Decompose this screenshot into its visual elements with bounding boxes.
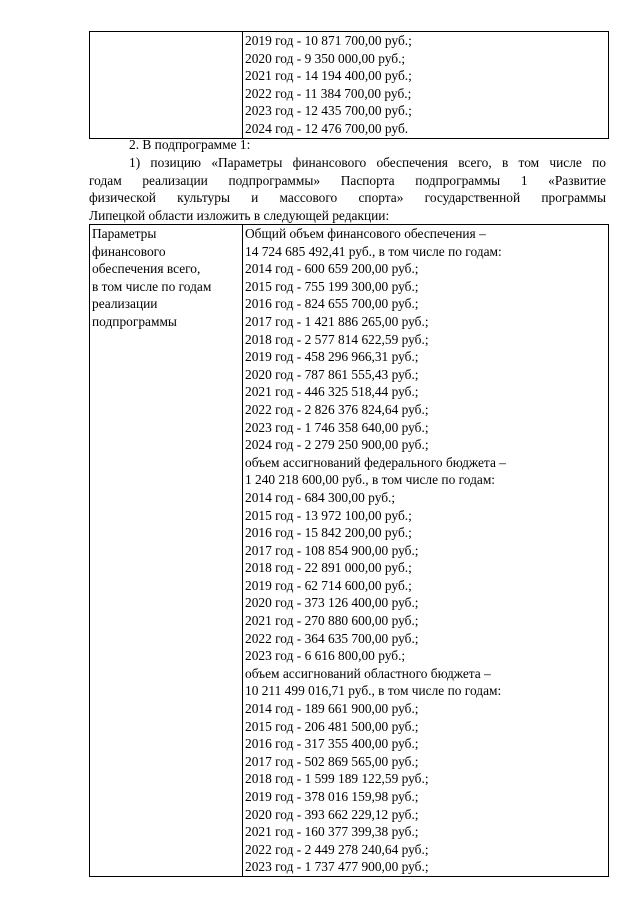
financing-line: 2015 год - 206 481 500,00 руб.;	[245, 718, 419, 734]
financing-line: 2018 год - 2 577 814 622,59 руб.;	[245, 331, 429, 347]
financing-line: 2022 год - 364 635 700,00 руб.;	[245, 630, 419, 646]
financing-line: 10 211 499 016,71 руб., в том числе по годам:	[245, 683, 502, 699]
financing-line: Общий объем финансового обеспечения –	[245, 226, 486, 241]
paragraph-line: годам реализации подпрограммы» Паспорта подпрограммы 1 «Развитие	[89, 172, 606, 188]
year-amount-line: 2021 год - 14 194 400,00 руб.;	[245, 68, 412, 84]
year-amount-line: 2022 год - 11 384 700,00 руб.;	[245, 85, 412, 101]
parameter-name-line: финансового	[92, 243, 166, 259]
financing-line: 2014 год - 189 661 900,00 руб.;	[245, 701, 419, 717]
previous-table-right-cell	[243, 32, 609, 139]
financing-line: объем ассигнований федерального бюджета –	[245, 454, 506, 470]
financing-line: 2017 год - 108 854 900,00 руб.;	[245, 542, 419, 558]
financing-line: 2021 год - 160 377 399,38 руб.;	[245, 824, 419, 840]
financing-line: 14 724 685 492,41 руб., в том числе по годам:	[245, 243, 502, 259]
year-amount-line: 2023 год - 12 435 700,00 руб.;	[245, 103, 412, 119]
subprogram-heading: 2. В подпрограмме 1:	[129, 137, 251, 152]
parameter-name-line: Параметры	[92, 226, 157, 241]
parameter-value-cell	[243, 225, 609, 877]
financing-line: 2023 год - 1 746 358 640,00 руб.;	[245, 419, 429, 435]
financing-line: 2020 год - 393 662 229,12 руб.;	[245, 806, 419, 822]
financing-line: 2016 год - 317 355 400,00 руб.;	[245, 736, 419, 752]
financing-line: 2020 год - 373 126 400,00 руб.;	[245, 595, 419, 611]
financing-line: объем ассигнований областного бюджета –	[245, 665, 491, 681]
paragraph-line: Липецкой области изложить в следующей редакции:	[89, 207, 390, 223]
financing-line: 2023 год - 6 616 800,00 руб.;	[245, 648, 406, 664]
financing-line: 2015 год - 13 972 100,00 руб.;	[245, 507, 412, 523]
previous-table-left-cell	[90, 32, 243, 139]
financing-line: 2019 год - 458 296 966,31 руб.;	[245, 349, 419, 365]
financing-line: 2023 год - 1 737 477 900,00 руб.;	[245, 859, 429, 875]
previous-table-fragment	[89, 31, 609, 139]
financing-line: 2024 год - 2 279 250 900,00 руб.;	[245, 437, 429, 453]
financing-line: 2016 год - 15 842 200,00 руб.;	[245, 525, 412, 541]
financing-line: 2017 год - 502 869 565,00 руб.;	[245, 753, 419, 769]
financing-line: 2014 год - 600 659 200,00 руб.;	[245, 261, 419, 277]
year-amount-line: 2024 год - 12 476 700,00 руб.	[245, 120, 409, 136]
parameter-name-cell	[90, 225, 243, 877]
financing-line: 2017 год - 1 421 886 265,00 руб.;	[245, 313, 429, 329]
financing-line: 2016 год - 824 655 700,00 руб.;	[245, 296, 419, 312]
financing-line: 2022 год - 2 826 376 824,64 руб.;	[245, 401, 429, 417]
financing-line: 2020 год - 787 861 555,43 руб.;	[245, 366, 419, 382]
financing-line: 2021 год - 446 325 518,44 руб.;	[245, 384, 419, 400]
paragraph-line: физической культуры и массового спорта» государственной программы	[89, 190, 606, 206]
parameter-name-line: реализации	[92, 296, 158, 312]
financing-line: 2022 год - 2 449 278 240,64 руб.;	[245, 841, 429, 857]
financing-line: 2021 год - 270 880 600,00 руб.;	[245, 613, 419, 629]
year-amount-line: 2020 год - 9 350 000,00 руб.;	[245, 50, 406, 66]
parameter-name-line: в том числе по годам	[92, 278, 212, 294]
financing-line: 2015 год - 755 199 300,00 руб.;	[245, 278, 419, 294]
parameter-name-line: обеспечения всего,	[92, 261, 201, 277]
year-amount-line: 2019 год - 10 871 700,00 руб.;	[245, 33, 412, 48]
financing-line: 2019 год - 62 714 600,00 руб.;	[245, 577, 412, 593]
parameter-name-line: подпрограммы	[92, 313, 177, 329]
financing-line: 2018 год - 1 599 189 122,59 руб.;	[245, 771, 429, 787]
financing-line: 1 240 218 600,00 руб., в том числе по годам:	[245, 472, 496, 488]
financing-line: 2018 год - 22 891 000,00 руб.;	[245, 560, 412, 576]
financing-line: 2019 год - 378 016 159,98 руб.;	[245, 789, 419, 804]
paragraph-line: 1) позицию «Параметры финансового обеспечения всего, в том числе по	[129, 155, 606, 170]
amendment-paragraph	[89, 154, 606, 224]
financing-line: 2014 год - 684 300,00 руб.;	[245, 489, 396, 505]
financing-parameters-table	[89, 224, 609, 877]
